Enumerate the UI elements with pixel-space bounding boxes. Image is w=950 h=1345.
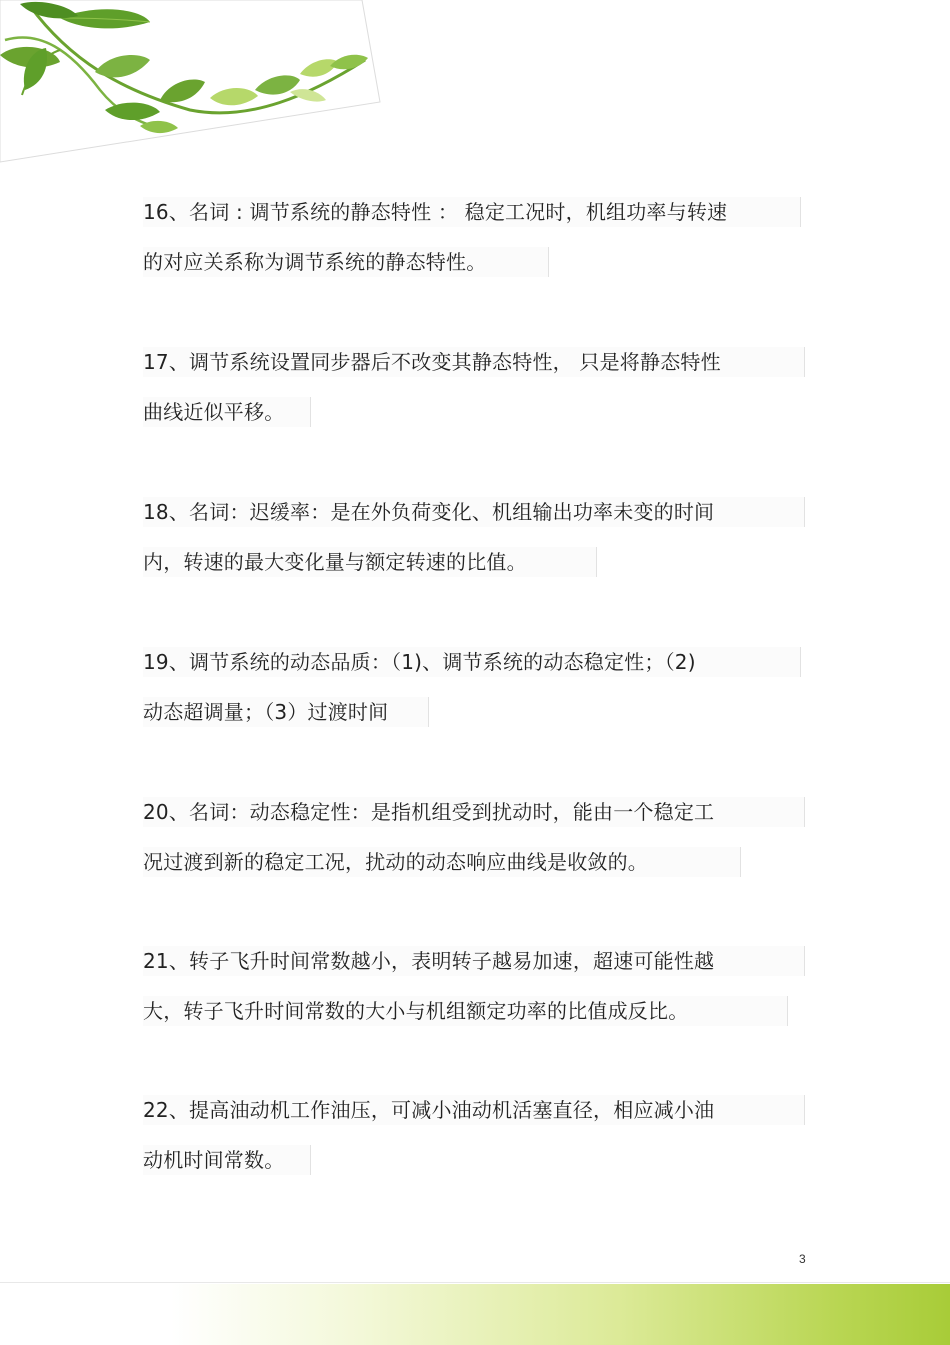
entry-line: 内，转速的最大变化量与额定转速的比值。	[143, 547, 597, 577]
entry-line: 大，转子飞升时间常数的大小与机组额定功率的比值成反比。	[143, 996, 788, 1026]
footer-divider	[0, 1282, 950, 1283]
entry-21	[143, 946, 805, 1026]
entry-line: 18、名词：迟缓率：是在外负荷变化、机组输出功率未变的时间	[143, 497, 805, 527]
entry-line: 动机时间常数。	[143, 1145, 311, 1175]
entry-18	[143, 497, 805, 577]
entry-line: 16、名词 : 调节系统的静态特性 ： 稳定工况时，机组功率与转速	[143, 197, 801, 227]
entry-22	[143, 1095, 805, 1175]
entry-line: 曲线近似平移。	[143, 397, 311, 427]
entry-line: 22、提高油动机工作油压，可减小油动机活塞直径，相应减小油	[143, 1095, 805, 1125]
entry-line: 21、转子飞升时间常数越小，表明转子越易加速，超速可能性越	[143, 946, 805, 976]
vine-leaf-decoration	[0, 0, 385, 170]
entry-line: 的对应关系称为调节系统的静态特性。	[143, 247, 549, 277]
entry-19	[143, 647, 801, 727]
entry-line: 况过渡到新的稳定工况，扰动的动态响应曲线是收敛的。	[143, 847, 741, 877]
page-number: 3	[799, 1252, 806, 1266]
entry-line: 动态超调量；（3）过渡时间	[143, 697, 429, 727]
entry-line: 17、调节系统设置同步器后不改变其静态特性， 只是将静态特性	[143, 347, 805, 377]
entry-16	[143, 197, 801, 277]
entry-line: 20、名词：动态稳定性：是指机组受到扰动时，能由一个稳定工	[143, 797, 805, 827]
entry-20	[143, 797, 805, 877]
entry-17	[143, 347, 805, 427]
entry-line: 19、调节系统的动态品质：（1)、调节系统的动态稳定性；（2)	[143, 647, 801, 677]
footer-gradient-band	[0, 1284, 950, 1345]
